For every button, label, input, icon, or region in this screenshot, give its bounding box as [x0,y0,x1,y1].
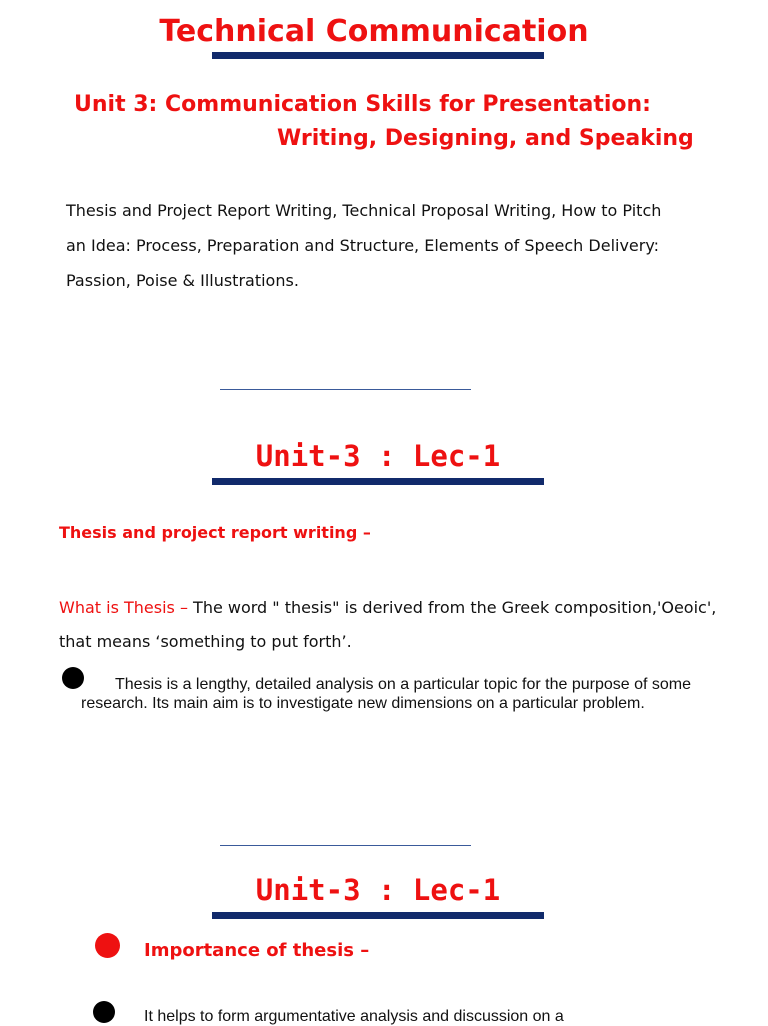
definition-text: The word " thesis" is derived from the Greek composition,'Oeoic', that means ‘something to put forth’. [59,598,717,651]
definition-label: What is Thesis – [59,598,188,617]
bullet-paragraph-text: Thesis is a lengthy, detailed analysis on a particular topic for the purpose of some research. Its main aim is to investigate new dimensions on a particular problem. [81,676,692,712]
importance-heading: Importance of thesis – [144,940,370,961]
unit-heading-line1: Unit 3: Communication Skills for Presentation: [74,92,651,117]
lecture-title-underline [212,912,544,919]
bullet-paragraph-text: It helps to form argumentative analysis and discussion on a [144,1008,564,1025]
bullet-icon [93,1001,115,1023]
title-underline [212,52,544,59]
unit-syllabus-text: Thesis and Project Report Writing, Technical Proposal Writing, How to Pitch an Idea: Process, Preparation and Structure, Elements of Speech Delivery: Passion, Poise & Illustrations. [66,201,662,290]
red-bullet-icon [95,933,120,958]
lecture-title: Unit-3 : Lec-1 [255,439,501,473]
page-divider [220,389,471,390]
section-heading: Thesis and project report writing – [59,523,371,542]
bullet-paragraph [81,675,741,713]
lecture-title-underline [212,478,544,485]
lecture-title: Unit-3 : Lec-1 [255,873,501,907]
unit-heading-line2: Writing, Designing, and Speaking [277,126,694,151]
page-divider [220,845,471,846]
document-title: Technical Communication [159,14,589,49]
thesis-definition [59,591,739,659]
